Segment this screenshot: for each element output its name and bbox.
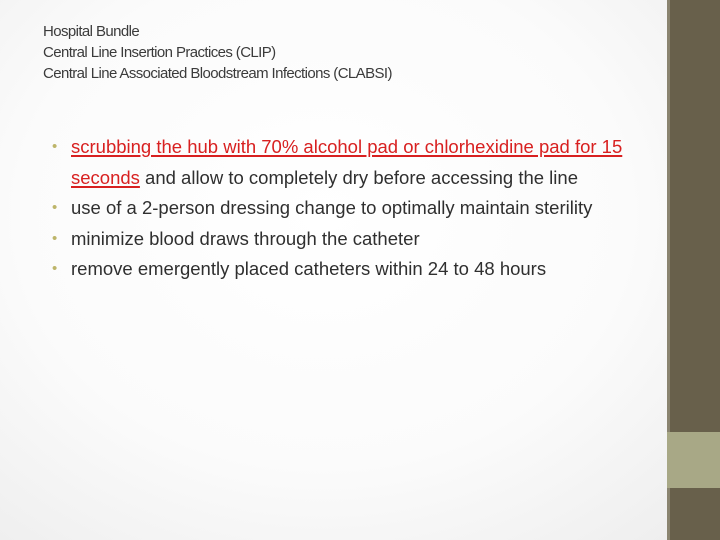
bullet-text: remove emergently placed catheters within 24 to 48 hours [71, 258, 547, 279]
bullet-item-scrub-hub [52, 132, 652, 193]
slide-title [43, 21, 643, 84]
bullet-marker: • [52, 229, 58, 247]
bullet-text: minimize blood draws through the catheter [71, 227, 420, 249]
bullet-item-remove-catheters [52, 254, 652, 285]
bullet-marker: • [52, 199, 58, 216]
bullet-marker: • [52, 138, 58, 155]
bullet-text: use of a 2-person dressing change to optimally maintain sterility [71, 197, 593, 218]
title-line-3: Central Line Associated Bloodstream Infections (CLABSI) [43, 65, 392, 82]
bullet-item-blood-draws [52, 224, 652, 255]
bullet-list [52, 132, 652, 285]
title-line-1: Hospital Bundle [43, 23, 140, 40]
bullet-highlight-text: scrubbing the hub with 70% alcohol pad or chlorhexidine pad for 15 seconds [71, 136, 623, 188]
bullet-item-dressing-change [52, 193, 652, 224]
bullet-marker: • [52, 260, 58, 277]
title-line-2: Central Line Insertion Practices (CLIP) [43, 44, 276, 61]
bullet-text: and allow to completely dry before accessing the line [139, 166, 578, 188]
sidebar-accent-band [667, 432, 720, 488]
